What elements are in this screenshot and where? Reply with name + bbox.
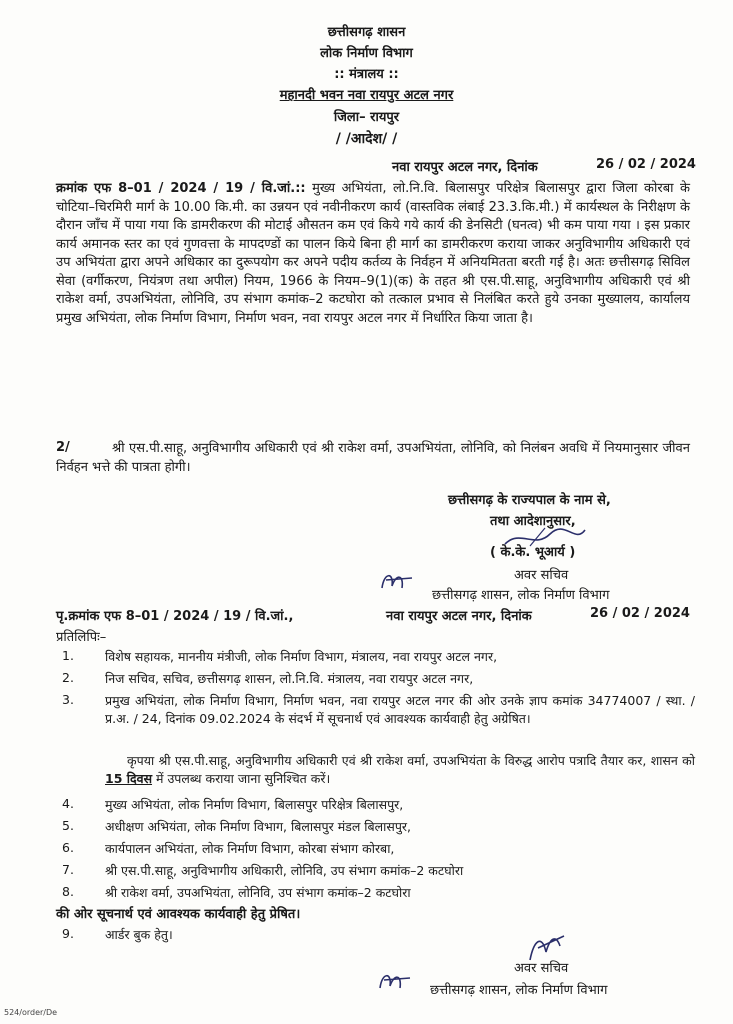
order-heading: / /आदेश/ /: [335, 131, 398, 147]
order-date: 26 / 02 / 2024: [596, 157, 696, 172]
order-paragraph-1: [56, 180, 690, 328]
copy-item-number: 4.: [62, 796, 74, 811]
header-govt: छत्तीसगढ़ शासन: [327, 25, 406, 40]
governor-line-1: छत्तीसगढ़ के राज्यपाल के नाम से,: [448, 493, 611, 508]
request-paragraph: कृपया श्री एस.पी.साहू, अनुविभागीय अधिकारी एवं श्री राकेश वर्मा, उपअभियंता के विरुद्ध आरोप पत्रादि तैयार कर, शासन को 15 दिवस में उपलब्ध कराया जाना सुनिश्चित करें।: [105, 753, 695, 786]
copy-item: कार्यपालन अभियंता, लोक निर्माण विभाग, कोरबा संभाग कोरबा,: [105, 841, 395, 856]
closing-line: की ओर सूचनार्थ एवं आवश्यक कार्यवाही हेतु प्रेषित।: [56, 907, 301, 922]
signatory-name: ( के.के. भूआर्य ): [490, 545, 576, 560]
header-ministry: :: मंत्रालय ::: [334, 67, 399, 82]
deadline-days: 15 दिवस: [105, 771, 153, 786]
order-ref: क्रमांक एफ 8–01 / 2024 / 19 / वि.जां.::: [56, 181, 306, 196]
copy-item: निज सचिव, सचिव, छत्तीसगढ़ शासन, लो.नि.वि. मंत्रालय, नवा रायपुर अटल नगर,: [105, 671, 474, 686]
para2-number: 2/: [56, 440, 70, 455]
endorsement-place-date: नवा रायपुर अटल नगर, दिनांक: [386, 609, 532, 624]
copy-item: विशेष सहायक, माननीय मंत्रीजी, लोक निर्माण विभाग, मंत्रालय, नवा रायपुर अटल नगर,: [105, 649, 498, 664]
signatory-designation: अवर सचिव: [514, 568, 569, 583]
file-code: 524/order/De: [4, 1008, 58, 1017]
copy-item-number: 8.: [62, 884, 74, 899]
copy-item-number: 3.: [62, 692, 74, 707]
endorsement-ref: पृ.क्रमांक एफ 8–01 / 2024 / 19 / वि.जां.,: [56, 609, 294, 624]
initial-mark-1: [378, 566, 418, 596]
copy-item-number: 7.: [62, 862, 74, 877]
header-district: जिला– रायपुर: [333, 110, 400, 125]
header-address: महानदी भवन नवा रायपुर अटल नगर: [279, 88, 454, 103]
copy-item-number: 9.: [62, 926, 74, 941]
footer-designation: अवर सचिव: [514, 961, 569, 976]
copy-item: आर्डर बुक हेतु।: [105, 927, 173, 942]
copy-item-number: 6.: [62, 840, 74, 855]
governor-line-2: तथा आदेशानुसार,: [490, 514, 576, 529]
copy-item: मुख्य अभियंता, लोक निर्माण विभाग, बिलासपुर परिक्षेत्र बिलासपुर,: [105, 797, 404, 812]
footer-department: छत्तीसगढ़ शासन, लोक निर्माण विभाग: [430, 983, 608, 998]
initial-mark-2: [376, 966, 416, 996]
copy-item: श्री राकेश वर्मा, उपअभियंता, लोनिवि, उप संभाग कमांक–2 कटघोरा: [105, 885, 411, 900]
copy-label: प्रतिलिपिः–: [56, 630, 107, 645]
copy-item-number: 2.: [62, 670, 74, 685]
order-paragraph-2: श्री एस.पी.साहू, अनुविभागीय अधिकारी एवं श्री राकेश वर्मा, उपअभियंता, लोनिवि, को निलंबन अवधि में नियमानुसार जीवन निर्वहन भत्ते की पात्रता होगी।: [56, 441, 690, 475]
copy-item-number: 1.: [62, 648, 74, 663]
signatory-department: छत्तीसगढ़ शासन, लोक निर्माण विभाग: [432, 588, 610, 603]
copy-item: अधीक्षण अभियंता, लोक निर्माण विभाग, बिलासपुर मंडल बिलासपुर,: [105, 819, 412, 834]
order-place-date: नवा रायपुर अटल नगर, दिनांक: [392, 160, 538, 175]
copy-item-number: 5.: [62, 818, 74, 833]
endorsement-date: 26 / 02 / 2024: [590, 606, 690, 621]
order-paragraph-1-text: मुख्य अभियंता, लो.नि.वि. बिलासपुर परिक्षेत्र बिलासपुर द्वारा जिला कोरबा के चोटिया–चिरमिरी मार्ग के 10.00 कि.मी. का उन्नयन एवं नवीनीकरण कार्य (वास्तविक लंबाई 23.3.कि.मी.) में कार्यस्थल के निरीक्षण के दौरान जॉंच में पाया गया कि डामरीकरण की मोटाई औसतन कम एवं किये गये कार्य की डेनसिटी (घनत्व) भी कम पाया गया । इस प्रकार कार्य अमानक स्तर का एवं गुणवत्ता के मापदण्डों का पालन किये बिना ही मार्ग का डामरीकरण कराया जाकर अनुविभागीय अधिकारी एवं उप अभियंता द्वारा अपने अधिकार का दुरूपयोग कर अपने पदीय कर्तव्य के निर्वहन में अनियमितता बरती गई है। अतः छत्तीसगढ़ सिविल सेवा (वर्गीकरण, नियंत्रण तथा अपील) नियम, 1966 के नियम–9(1)(क) के तहत श्री एस.पी.साहू, अनुविभागीय अधिकारी एवं श्री राकेश वर्मा, उपअभियंता, लोनिवि, उप संभाग कमांक–2 कटघोरा को तत्काल प्रभाव से निलंबित करते हुये उनका मुख्यालय, कार्यालय प्रमुख अभियंता, लोक निर्माण विभाग, निर्माण भवन, नवा रायपुर अटल नगर में निर्धारित किया जाता है।: [56, 181, 690, 326]
header-department: लोक निर्माण विभाग: [320, 46, 413, 61]
copy-item: प्रमुख अभियंता, लोक निर्माण विभाग, निर्माण भवन, नवा रायपुर अटल नगर की ओर उनके ज्ञाप कमांक 34774007 / स्था. / प्र.अ. / 24, दिनांक 09.02.2024 के संदर्भ में सूचनार्थ एवं आवश्यक कार्यवाही हेतु अग्रेषित।: [105, 693, 695, 726]
copy-item: श्री एस.पी.साहू, अनुविभागीय अधिकारी, लोनिवि, उप संभाग कमांक–2 कटघोरा: [105, 863, 464, 878]
